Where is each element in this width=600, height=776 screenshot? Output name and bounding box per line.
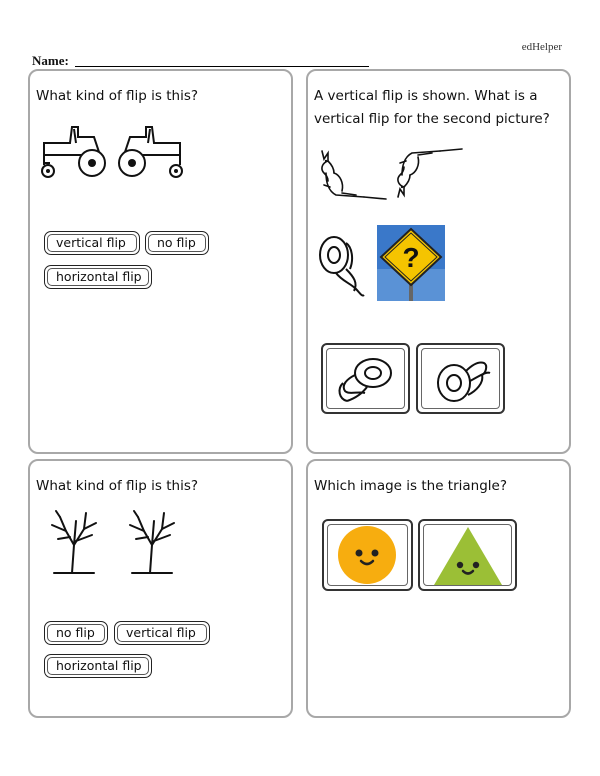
- answer-option-horizontal-flip[interactable]: horizontal flip: [44, 265, 152, 289]
- smiling-triangle-icon: [432, 525, 504, 587]
- tree-icon: [124, 507, 182, 577]
- answer-option-no-flip[interactable]: no flip: [145, 231, 209, 255]
- svg-text:?: ?: [402, 242, 420, 273]
- tape-roll-icon: [316, 233, 366, 299]
- question-text-line-2: vertical flip for the second picture?: [314, 111, 550, 127]
- answer-option-horizontal-flip[interactable]: horizontal flip: [44, 654, 152, 678]
- answer-option-vertical-flip[interactable]: vertical flip: [44, 231, 140, 255]
- question-card-4: [306, 459, 571, 718]
- question-text: Which image is the triangle?: [314, 478, 508, 494]
- tape-roll-icon: [331, 351, 401, 407]
- answer-choice-tape-a[interactable]: [321, 343, 410, 414]
- name-line: [75, 66, 369, 67]
- name-label: Name:: [32, 53, 69, 68]
- kangaroo-icon: [316, 147, 388, 201]
- smiling-circle-icon: [337, 525, 397, 585]
- question-card-2: [306, 69, 571, 454]
- answer-choice-triangle[interactable]: [418, 519, 517, 591]
- tree-icon: [46, 507, 104, 577]
- answer-choice-circle[interactable]: [322, 519, 413, 591]
- answer-choice-tape-b[interactable]: [416, 343, 505, 414]
- answer-option-no-flip[interactable]: no flip: [44, 621, 108, 645]
- question-text: What kind of flip is this?: [36, 478, 199, 494]
- tractor-icon: [36, 121, 114, 183]
- tape-roll-icon: [426, 351, 496, 407]
- question-text: What kind of flip is this?: [36, 88, 199, 104]
- question-card-1: [28, 69, 293, 454]
- answer-option-vertical-flip[interactable]: vertical flip: [114, 621, 210, 645]
- brand-label: edHelper: [521, 41, 562, 53]
- question-text-line-1: A vertical flip is shown. What is a: [314, 88, 538, 104]
- tractor-icon: [110, 121, 188, 183]
- kangaroo-icon: [392, 147, 464, 201]
- question-sign-icon: [377, 225, 445, 301]
- question-card-3: [28, 459, 293, 718]
